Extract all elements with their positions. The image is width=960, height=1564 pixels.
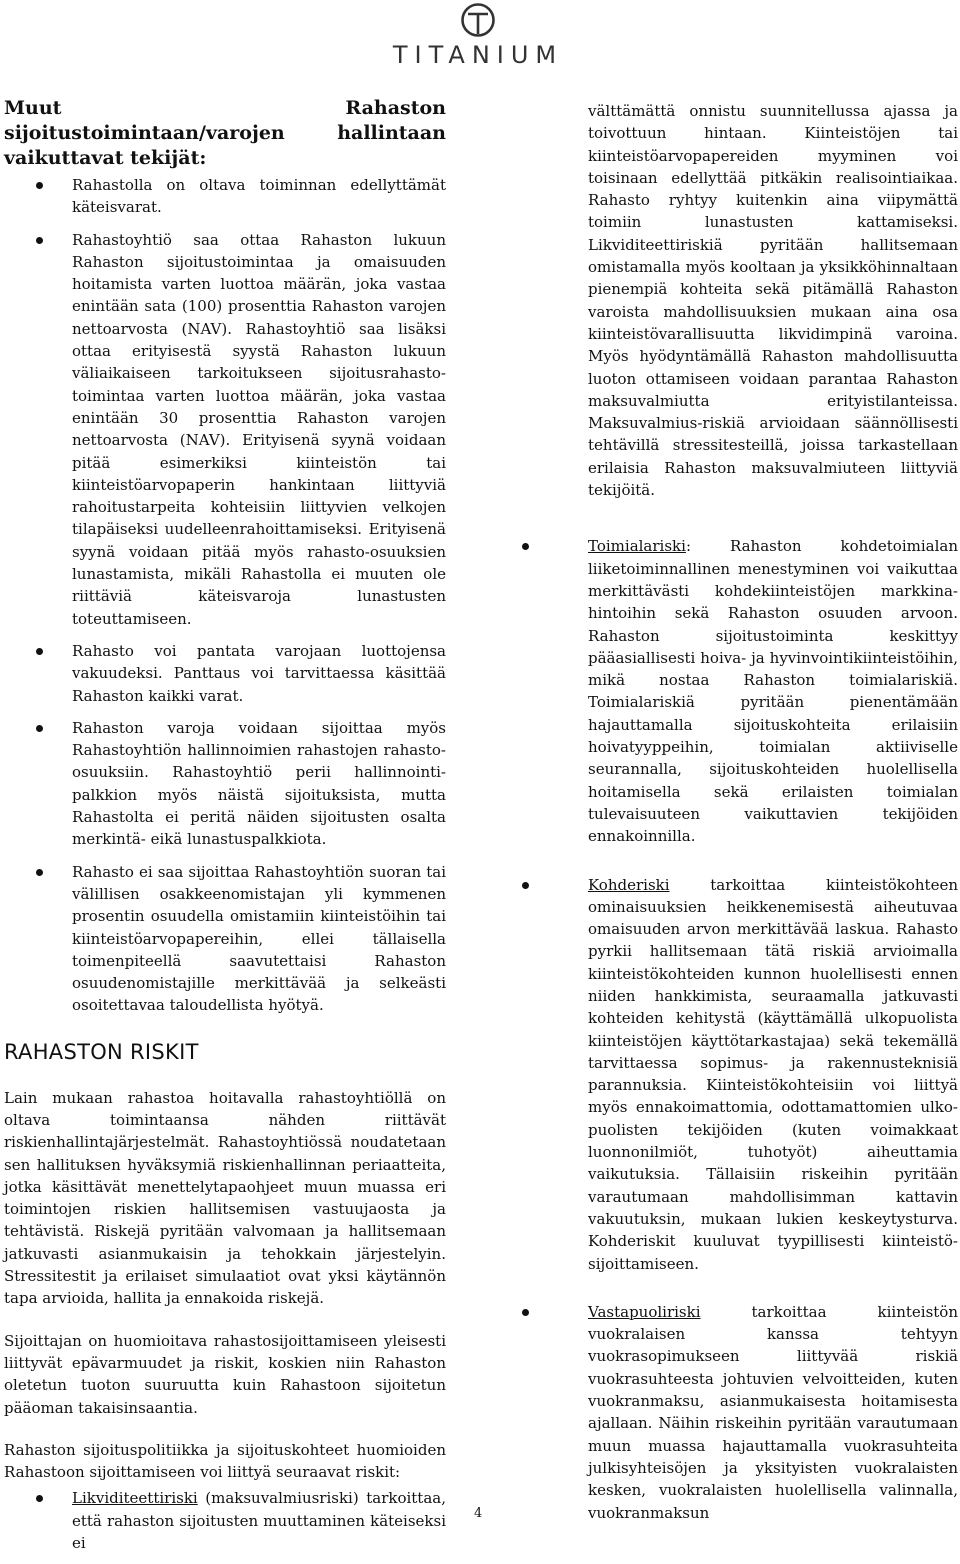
paragraph: välttämättä onnistu suunnitellussa ajassa ja toivottuun hintaan. Kiinteistöjen tai kiinteistöarvopapereiden myyminen voi toisinaan edellyttää pitkäkin realisointiaikaa. Rahasto ryhtyy kuitenkin aina viipymättä toimiin lunastusten kattamiseksi. Likviditeettiriskiä pyritään hallitsemaan omistamalla myös kooltaan ja yksikköhinnaltaan pienempiä kohteita sekä pitämällä Rahaston varoista mahdollisuuksien mukaan aina osa kiinteistövarallisuutta likvidimpinä varoina. Myös hyödyntämällä Rahaston mahdollisuutta luoton ottamiseen voidaan parantaa Rahaston maksuvalmiutta erityistilanteissa. Maksuvalmius-riskiä arvioidaan säännöllisesti tehtävillä stressitesteillä, joissa tarkastellaan erilaisia Rahaston maksuvalmiuteen liittyviä tekijöitä. [588, 102, 958, 500]
paragraph: Rahaston sijoituspolitiikka ja sijoituskohteet huomioiden Rahastoon sijoittamiseen voi liittyä seuraavat riskit: [4, 1440, 446, 1482]
bullet-icon [36, 182, 43, 189]
risk-term: Kohderiski [588, 875, 670, 894]
paragraph: Lain mukaan rahastoa hoitavalla rahastoyhtiöllä on oltava toimintaansa nähden riittävät riskienhallintajärjestelmät. Rahastoyhtiössä noudatetaan sen hallituksen hyväksymiä riskienhallinnan periaatteita, jotka käsittävät menettelytapaohjeet muun muassa eri toimintojen riskien hallitsemisen vastuujaosta ja tehtävistä. Riskejä pyritään valvomaan ja hallitsemaan jatkuvasti asianmukaisin ja tehokkain järjestelyin. Stressitestit ja erilaiset simulaatiot ovat yksi käytännön tapa arvioida, hallita ja ennakoida riskejä. [4, 1088, 446, 1308]
list-item: Likviditeettiriski (maksuvalmiusriski) tarkoittaa, että rahaston sijoitusten muuttaminen käteiseksi ei [4, 1487, 446, 1554]
bullet-icon [522, 543, 529, 550]
titanium-logo-icon [460, 2, 496, 38]
right-column [588, 100, 958, 1550]
bullet-icon [36, 725, 43, 732]
page-number: 4 [474, 1506, 483, 1521]
risk-term: Likviditeettiriski [72, 1489, 198, 1508]
list-item: Kohderiski tarkoittaa kiinteistökohteen ominaisuuksien heikkenemisestä aiheutuvaa omaisuuden arvon merkittävää laskua. Rahasto pyrkii hallitsemaan tätä riskiä arvioimalla kiinteistökohteiden kunnon huolellisesti ennen niiden hankkimista, seuraamalla jatkuvasti kohteiden kehitystä (käyttämällä ulkopuolista kiinteistöjen käyttötarkastajaa) sekä tekemällä tarvittaessa sopimus- ja rakennusteknisiä parannuksia. Kiinteistökohteisiin voi liittyä myös ennakoimattomia, odottamattomien ulko-puolisten tekijöiden (kuten voimakkaat luonnonilmiöt, tuhotyöt) aiheuttamia vaikutuksia. Tällaisiin riskeihin pyritään varautumaan mahdollisimman kattavin vakuutuksin, mukaan lukien keskeytysturva. Kohderiskit kuuluvat tyypillisesti kiinteistö-sijoittamiseen. [588, 874, 958, 1275]
left-column [4, 96, 446, 1564]
list-item: Rahastoyhtiö saa ottaa Rahaston lukuun Rahaston sijoitustoimintaa ja omaisuuden hoitamista varten luottoa määrän, joka vastaa enintään sata (100) prosenttia Rahaston varojen nettoarvosta (NAV). Rahastoyhtiö saa lisäksi ottaa erityisestä syystä Rahaston lukuun väliaikaiseen tarkoitukseen sijoitusrahasto-toimintaa varten luottoa määrän, joka vastaa enintään 30 prosenttia Rahaston varojen nettoarvosta (NAV). Erityisenä syynä voidaan pitää esimerkiksi kiinteistön tai kiinteistöarvopaperin hankintaan liittyviä rahoitustarpeita kohteisiin liittyvien velkojen tilapäiseksi uudelleenrahoittamiseksi. Erityisenä syynä voidaan pitää myös rahasto-osuuksien lunastamista, mikäli Rahastolla ei muuten ole riittäviä käteisvaroja lunastusten toteuttamiseen. [4, 229, 446, 630]
list-item: Rahaston varoja voidaan sijoittaa myös Rahastoyhtiön hallinnoimien rahastojen rahasto-osuuksiin. Rahastoyhtiö perii hallinnointi-palkkion myös näistä sijoituksista, mutta Rahastolta ei peritä näiden sijoitusten osalta merkintä- eikä lunastuspalkkiota. [4, 717, 446, 851]
bullet-icon [522, 882, 529, 889]
list-item: Vastapuoliriski tarkoittaa kiinteistön vuokralaisen kanssa tehtyyn vuokrasopimukseen liittyvää riskiä vuokrasuhteesta johtuvien velvoitteiden, kuten vuokranmaksu, asianmukaisesta hoitamisesta ajallaan. Näihin riskeihin pyritään varautumaan muun muassa hajauttamalla vuokrasuhteita julkisyhteisöjen ja yksityisten vuokralaisten kesken, vuokralaisten huolellisella valinnalla, vuokranmaksun [588, 1301, 958, 1524]
section-heading: Muut Rahaston sijoitustoimintaan/varojen hallintaan vaikuttavat tekijät: [4, 97, 446, 169]
bullet-icon [36, 1495, 43, 1502]
titanium-logo [378, 2, 578, 68]
risk-list [588, 535, 958, 1523]
list-item: Rahastolla on oltava toiminnan edellyttämät käteisvarat. [4, 174, 446, 219]
bullet-icon [36, 648, 43, 655]
paragraph: Sijoittajan on huomioitava rahastosijoittamiseen yleisesti liittyvät epävarmuudet ja riskit, koskien niin Rahaston oletetun tuoton suuruutta kuin Rahastoon sijoitetun pääoman takaisinsaantia. [4, 1331, 446, 1417]
bullet-icon [36, 237, 43, 244]
risk-term: Toimialariski [588, 537, 686, 556]
logo-wordmark: TITANIUM [392, 41, 564, 69]
bullet-icon [522, 1309, 529, 1316]
list-item: Toimialariski: Rahaston kohdetoimialan liiketoiminnallinen menestyminen voi vaikuttaa merkittävästi kohdekiinteistöjen markkina-hintoihin sekä Rahaston osuuden arvoon. Rahaston sijoitustoiminta keskittyy pääasiallisesti hoiva- ja hyvinvointikiinteistöihin, mikä nostaa Rahaston toimialariskiä. Toimialariskiä pyritään pienentämään hajauttamalla sijoituskohteita erilaisiin hoivatyyppeihin, toimialan aktiiviselle seurannalla, sijoituskohteiden huolellisella hoitamisella sekä erilaisten toimialan tulevaisuuteen vaikuttavien tekijöiden ennakoinnilla. [588, 535, 958, 847]
bullet-icon [36, 869, 43, 876]
risk-term: Vastapuoliriski [588, 1302, 701, 1321]
risk-list [4, 1487, 446, 1554]
factors-list [4, 174, 446, 1017]
list-item: Rahasto ei saa sijoittaa Rahastoyhtiön suoran tai välillisen osakkeenomistajan yli kymmenen prosentin osuudella omistamiin kiinteistöihin tai kiinteistöarvopapereihin, ellei tällaisella toimenpiteellä saavutettaisi Rahaston osuudenomistajille merkittävää ja selkeästi osoitettavaa taloudellista hyötyä. [4, 861, 446, 1017]
list-item: Rahasto voi pantata varojaan luottojensa vakuudeksi. Panttaus voi tarvittaessa käsittää Rahaston kaikki varat. [4, 640, 446, 707]
risks-heading: RAHASTON RISKIT [4, 1039, 199, 1064]
